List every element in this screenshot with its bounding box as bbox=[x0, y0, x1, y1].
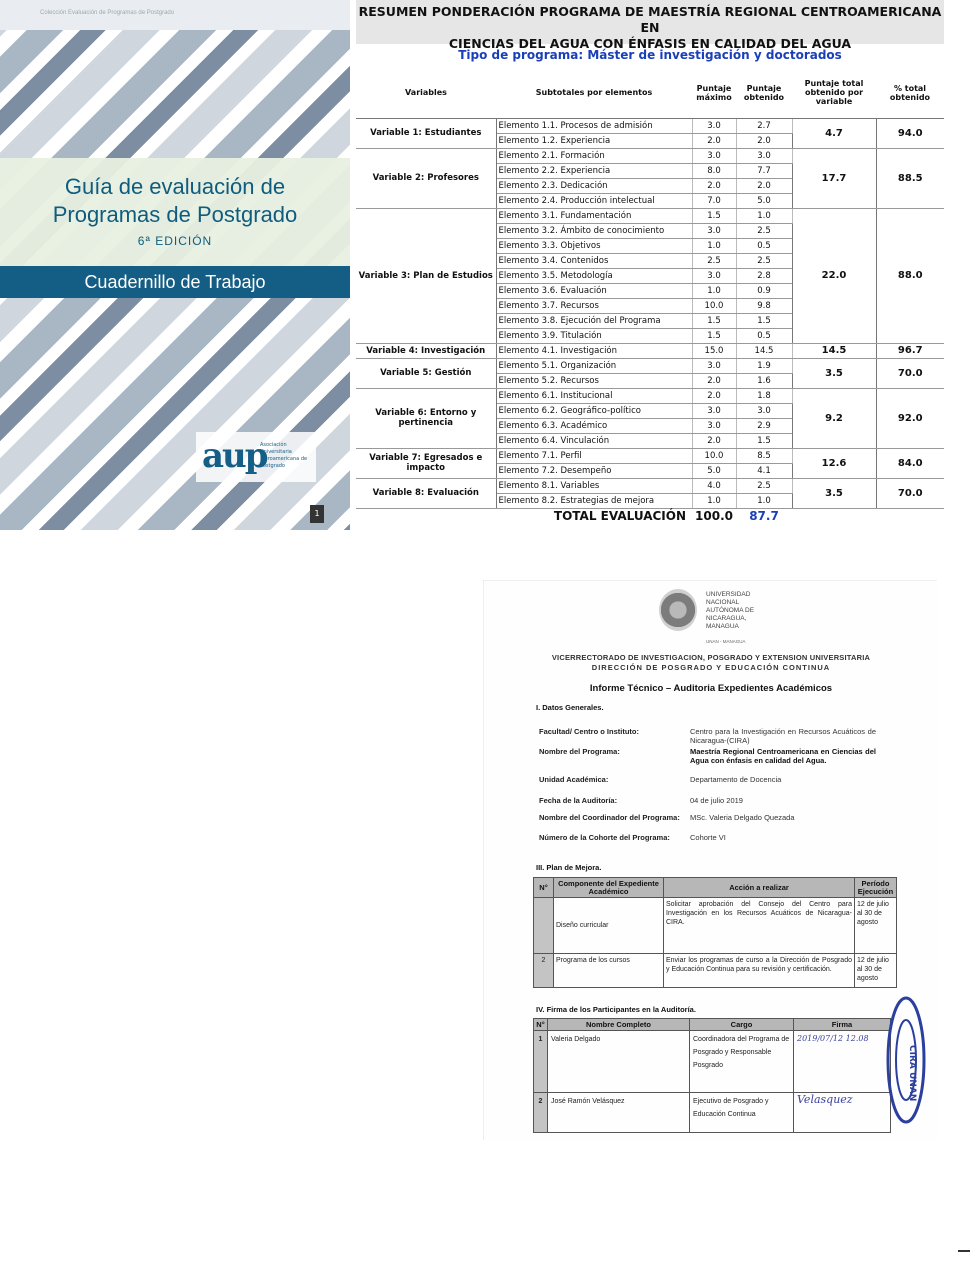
element-max: 2.0 bbox=[692, 433, 736, 448]
element-max: 7.0 bbox=[692, 193, 736, 208]
element-name: Elemento 7.1. Perfil bbox=[496, 448, 692, 463]
element-name: Elemento 5.1. Organización bbox=[496, 358, 692, 373]
element-obtained: 3.0 bbox=[736, 148, 792, 163]
total-obtained: 87.7 bbox=[736, 508, 792, 524]
element-obtained: 2.5 bbox=[736, 253, 792, 268]
university-line: MANAGUA bbox=[706, 623, 739, 630]
variable-name: Variable 1: Estudiantes bbox=[356, 118, 496, 148]
summary-row bbox=[356, 343, 944, 358]
variable-total: 9.2 bbox=[792, 388, 876, 448]
firma-row-name: José Ramón Velásquez bbox=[548, 1093, 690, 1133]
variable-name: Variable 3: Plan de Estudios bbox=[356, 208, 496, 343]
cover-subtitle-bar bbox=[0, 266, 350, 298]
firma-row bbox=[534, 1093, 891, 1133]
element-name: Elemento 6.3. Académico bbox=[496, 418, 692, 433]
element-obtained: 0.5 bbox=[736, 328, 792, 343]
firma-row-cargo: Ejecutivo de Posgrado y Educación Continua bbox=[690, 1093, 794, 1133]
element-obtained: 1.8 bbox=[736, 388, 792, 403]
institution-stamp-icon bbox=[876, 975, 928, 1135]
element-obtained: 1.9 bbox=[736, 358, 792, 373]
variable-percent: 94.0 bbox=[876, 118, 944, 148]
plan-row-n: 2 bbox=[534, 954, 554, 988]
col-puntaje-obtenido: Puntaje obtenido bbox=[736, 68, 792, 118]
book-cover bbox=[0, 0, 350, 530]
summary-header-row bbox=[356, 68, 944, 118]
summary-row bbox=[356, 208, 944, 223]
element-max: 3.0 bbox=[692, 403, 736, 418]
element-obtained: 9.8 bbox=[736, 298, 792, 313]
element-name: Elemento 1.2. Experiencia bbox=[496, 133, 692, 148]
plan-col-periodo: Período Ejecución bbox=[855, 878, 897, 898]
element-max: 15.0 bbox=[692, 343, 736, 358]
variable-percent: 84.0 bbox=[876, 448, 944, 478]
firma-header-row bbox=[534, 1019, 891, 1031]
element-name: Elemento 2.2. Experiencia bbox=[496, 163, 692, 178]
field-value-fecha: 04 de julio 2019 bbox=[690, 796, 743, 805]
element-name: Elemento 5.2. Recursos bbox=[496, 373, 692, 388]
col-puntaje-maximo: Puntaje máximo bbox=[692, 68, 736, 118]
col-puntaje-total: Puntaje total obtenido por variable bbox=[792, 68, 876, 118]
firma-col-cargo: Cargo bbox=[690, 1019, 794, 1031]
plan-col-accion: Acción a realizar bbox=[664, 878, 855, 898]
element-max: 5.0 bbox=[692, 463, 736, 478]
element-max: 3.0 bbox=[692, 268, 736, 283]
plan-row bbox=[534, 954, 897, 988]
firma-col-firma: Firma bbox=[794, 1019, 891, 1031]
element-max: 1.5 bbox=[692, 328, 736, 343]
element-obtained: 8.5 bbox=[736, 448, 792, 463]
summary-total-row bbox=[356, 508, 944, 524]
university-name bbox=[706, 591, 816, 631]
total-spacer bbox=[356, 508, 496, 524]
firma-col-nombre: Nombre Completo bbox=[548, 1019, 690, 1031]
university-line: NACIONAL bbox=[706, 599, 740, 606]
element-max: 3.0 bbox=[692, 223, 736, 238]
variable-name: Variable 8: Evaluación bbox=[356, 478, 496, 508]
aup-logo-text: Asociación Universitaria Iberoamericana de Postgrado bbox=[260, 442, 308, 469]
field-value-programa: Maestría Regional Centroamericana en Ciencias del Agua con énfasis en calidad del Agua. bbox=[690, 747, 876, 765]
element-name: Elemento 3.2. Ámbito de conocimiento bbox=[496, 223, 692, 238]
university-line: UNIVERSIDAD bbox=[706, 591, 751, 598]
element-name: Elemento 3.3. Objetivos bbox=[496, 238, 692, 253]
element-max: 8.0 bbox=[692, 163, 736, 178]
university-seal-icon bbox=[659, 589, 697, 631]
variable-name: Variable 7: Egresados e impacto bbox=[356, 448, 496, 478]
summary-row bbox=[356, 388, 944, 403]
summary-table-body bbox=[356, 118, 944, 524]
program-type: Tipo de programa: Máster de investigación y doctorados bbox=[458, 48, 842, 62]
direccion-heading: DIRECCIÓN DE POSGRADO Y EDUCACIÓN CONTINUA bbox=[591, 663, 831, 672]
variable-total: 14.5 bbox=[792, 343, 876, 358]
element-obtained: 1.5 bbox=[736, 313, 792, 328]
element-name: Elemento 3.1. Fundamentación bbox=[496, 208, 692, 223]
plan-row-period: 12 de julio al 30 de agosto bbox=[855, 954, 897, 988]
element-name: Elemento 8.1. Variables bbox=[496, 478, 692, 493]
element-obtained: 2.9 bbox=[736, 418, 792, 433]
element-name: Elemento 3.4. Contenidos bbox=[496, 253, 692, 268]
element-max: 10.0 bbox=[692, 448, 736, 463]
firma-row-cargo: Coordinadora del Programa de Posgrado y Responsable Posgrado bbox=[690, 1031, 794, 1093]
variable-percent: 96.7 bbox=[876, 343, 944, 358]
element-obtained: 1.0 bbox=[736, 208, 792, 223]
variable-percent: 70.0 bbox=[876, 358, 944, 388]
plan-header-row bbox=[534, 878, 897, 898]
field-label-fecha: Fecha de la Auditoría: bbox=[539, 796, 618, 805]
firma-table bbox=[533, 1018, 891, 1133]
plan-row-action: Solicitar aprobación del Consejo del Centro para Investigación en los Recursos Acuáticos de Nicaragua-CIRA. bbox=[664, 898, 855, 954]
element-name: Elemento 6.1. Institucional bbox=[496, 388, 692, 403]
cover-subtitle: Cuadernillo de Trabajo bbox=[84, 272, 266, 292]
element-obtained: 2.0 bbox=[736, 178, 792, 193]
element-obtained: 2.5 bbox=[736, 223, 792, 238]
variable-total: 4.7 bbox=[792, 118, 876, 148]
element-name: Elemento 2.3. Dedicación bbox=[496, 178, 692, 193]
variable-total: 3.5 bbox=[792, 358, 876, 388]
element-name: Elemento 2.1. Formación bbox=[496, 148, 692, 163]
variable-total: 22.0 bbox=[792, 208, 876, 343]
element-max: 2.5 bbox=[692, 253, 736, 268]
cover-top-strip bbox=[0, 0, 350, 30]
element-obtained: 1.0 bbox=[736, 493, 792, 508]
element-max: 1.0 bbox=[692, 283, 736, 298]
firma-col-n: N° bbox=[534, 1019, 548, 1031]
university-sub: UNAN - MANAGUA bbox=[706, 639, 746, 644]
element-obtained: 0.5 bbox=[736, 238, 792, 253]
col-pct-total: % total obtenido bbox=[876, 68, 944, 118]
variable-name: Variable 6: Entorno y pertinencia bbox=[356, 388, 496, 448]
signature-mark: 2019/07/12 12.08 bbox=[797, 1034, 869, 1043]
variable-total: 17.7 bbox=[792, 148, 876, 208]
firma-row-name: Valeria Delgado bbox=[548, 1031, 690, 1093]
variable-name: Variable 5: Gestión bbox=[356, 358, 496, 388]
element-obtained: 4.1 bbox=[736, 463, 792, 478]
element-obtained: 14.5 bbox=[736, 343, 792, 358]
aup-logo bbox=[196, 432, 316, 482]
stamp-ring bbox=[888, 998, 924, 1122]
element-max: 3.0 bbox=[692, 418, 736, 433]
summary-table bbox=[356, 68, 944, 524]
element-max: 1.0 bbox=[692, 493, 736, 508]
total-spacer bbox=[792, 508, 944, 524]
element-obtained: 2.8 bbox=[736, 268, 792, 283]
element-name: Elemento 3.6. Evaluación bbox=[496, 283, 692, 298]
element-max: 2.0 bbox=[692, 373, 736, 388]
element-max: 2.0 bbox=[692, 133, 736, 148]
element-max: 2.0 bbox=[692, 178, 736, 193]
summary-row bbox=[356, 358, 944, 373]
variable-percent: 88.5 bbox=[876, 148, 944, 208]
element-max: 2.0 bbox=[692, 388, 736, 403]
element-name: Elemento 8.2. Estrategias de mejora bbox=[496, 493, 692, 508]
element-max: 1.5 bbox=[692, 313, 736, 328]
summary-title-line1: RESUMEN PONDERACIÓN PROGRAMA DE MAESTRÍA REGIONAL CENTROAMERICANA EN bbox=[358, 4, 942, 35]
top-composite bbox=[0, 0, 974, 530]
section-plan-mejora: III. Plan de Mejora. bbox=[536, 863, 602, 872]
variable-percent: 92.0 bbox=[876, 388, 944, 448]
variable-percent: 88.0 bbox=[876, 208, 944, 343]
field-label-unidad: Unidad Académica: bbox=[539, 775, 609, 784]
field-value-coordinador: MSc. Valeria Delgado Quezada bbox=[690, 813, 795, 822]
summary-title-line2: CIENCIAS DEL AGUA CON ÉNFASIS EN CALIDAD DEL AGUA bbox=[448, 36, 852, 51]
university-line: NICARAGUA, bbox=[706, 615, 747, 622]
field-label-coordinador: Nombre del Coordinador del Programa: bbox=[539, 813, 680, 822]
field-value-facultad: Centro para la Investigación en Recursos Acuáticos de Nicaragua-(CIRA) bbox=[690, 727, 876, 745]
cover-corner-badge: 1 bbox=[310, 505, 324, 523]
element-max: 3.0 bbox=[692, 118, 736, 133]
col-variables: Variables bbox=[356, 68, 496, 118]
firma-row bbox=[534, 1031, 891, 1093]
vicerrectorado-heading: VICERRECTORADO DE INVESTIGACION, POSGRADO Y EXTENSION UNIVERSITARIA bbox=[551, 653, 871, 662]
element-name: Elemento 3.5. Metodología bbox=[496, 268, 692, 283]
cover-top-strip-text: Colección Evaluación de Programas de Postgrado bbox=[40, 10, 175, 16]
variable-percent: 70.0 bbox=[876, 478, 944, 508]
plan-row-action: Enviar los programas de curso a la Dirección de Posgrado y Educación Continua para su revisión y certificación. bbox=[664, 954, 855, 988]
field-label-facultad: Facultad/ Centro o Instituto: bbox=[539, 727, 639, 736]
signature-mark: Velasquez bbox=[797, 1093, 853, 1106]
total-label: TOTAL EVALUACIÓN bbox=[496, 508, 692, 524]
element-name: Elemento 4.1. Investigación bbox=[496, 343, 692, 358]
element-max: 1.0 bbox=[692, 238, 736, 253]
element-obtained: 2.5 bbox=[736, 478, 792, 493]
field-label-programa: Nombre del Programa: bbox=[539, 747, 620, 756]
element-name: Elemento 1.1. Procesos de admisión bbox=[496, 118, 692, 133]
variable-name: Variable 2: Profesores bbox=[356, 148, 496, 208]
element-name: Elemento 3.8. Ejecución del Programa bbox=[496, 313, 692, 328]
university-line: AUTÓNOMA DE bbox=[706, 607, 755, 614]
stamp-text: CIRA UNAN bbox=[907, 1045, 917, 1102]
summary-row bbox=[356, 448, 944, 463]
summary-row bbox=[356, 148, 944, 163]
variable-total: 12.6 bbox=[792, 448, 876, 478]
cover-title-line2: Programas de Postgrado bbox=[52, 202, 298, 227]
cover-title-line1: Guía de evaluación de bbox=[64, 174, 286, 199]
field-value-unidad: Departamento de Docencia bbox=[690, 775, 782, 784]
element-obtained: 1.6 bbox=[736, 373, 792, 388]
page-edge-mark bbox=[958, 1250, 970, 1252]
plan-col-componente: Componente del Expediente Académico bbox=[554, 878, 664, 898]
section-datos-generales: I. Datos Generales. bbox=[536, 703, 604, 712]
summary-row bbox=[356, 478, 944, 493]
element-max: 4.0 bbox=[692, 478, 736, 493]
element-obtained: 0.9 bbox=[736, 283, 792, 298]
variable-total: 3.5 bbox=[792, 478, 876, 508]
variable-name: Variable 4: Investigación bbox=[356, 343, 496, 358]
element-obtained: 5.0 bbox=[736, 193, 792, 208]
firma-row-n: 2 bbox=[534, 1093, 548, 1133]
element-max: 10.0 bbox=[692, 298, 736, 313]
plan-row-component: Diseño curricular bbox=[554, 898, 664, 954]
summary-table-panel bbox=[356, 0, 944, 530]
element-obtained: 2.7 bbox=[736, 118, 792, 133]
plan-row bbox=[534, 898, 897, 954]
field-label-cohorte: Número de la Cohorte del Programa: bbox=[539, 833, 670, 842]
element-name: Elemento 6.2. Geográfico-político bbox=[496, 403, 692, 418]
section-firma: IV. Firma de los Participantes en la Auditoría. bbox=[536, 1005, 696, 1014]
firma-row-n: 1 bbox=[534, 1031, 548, 1093]
report-title: Informe Técnico – Auditoria Expedientes Académicos bbox=[589, 683, 833, 694]
element-obtained: 3.0 bbox=[736, 403, 792, 418]
element-obtained: 2.0 bbox=[736, 133, 792, 148]
total-max: 100.0 bbox=[692, 508, 736, 524]
element-name: Elemento 6.4. Vinculación bbox=[496, 433, 692, 448]
element-max: 1.5 bbox=[692, 208, 736, 223]
element-max: 3.0 bbox=[692, 358, 736, 373]
field-value-cohorte: Cohorte VI bbox=[690, 833, 726, 842]
element-obtained: 1.5 bbox=[736, 433, 792, 448]
element-name: Elemento 2.4. Producción intelectual bbox=[496, 193, 692, 208]
col-subtotales: Subtotales por elementos bbox=[496, 68, 692, 118]
summary-row bbox=[356, 118, 944, 133]
element-name: Elemento 7.2. Desempeño bbox=[496, 463, 692, 478]
plan-row-component: Programa de los cursos bbox=[554, 954, 664, 988]
plan-mejora-table bbox=[533, 877, 897, 988]
plan-row-n bbox=[534, 898, 554, 954]
plan-row-period: 12 de julio al 30 de agosto bbox=[855, 898, 897, 954]
element-name: Elemento 3.7. Recursos bbox=[496, 298, 692, 313]
element-obtained: 7.7 bbox=[736, 163, 792, 178]
aup-logo-mark: aup bbox=[202, 436, 267, 476]
element-name: Elemento 3.9. Titulación bbox=[496, 328, 692, 343]
plan-col-n: N° bbox=[534, 878, 554, 898]
cover-edition: 6ª EDICIÓN bbox=[137, 234, 213, 248]
cover-title-box bbox=[0, 158, 350, 266]
audit-report-scan bbox=[483, 580, 937, 1140]
summary-title bbox=[356, 0, 944, 51]
element-max: 3.0 bbox=[692, 148, 736, 163]
